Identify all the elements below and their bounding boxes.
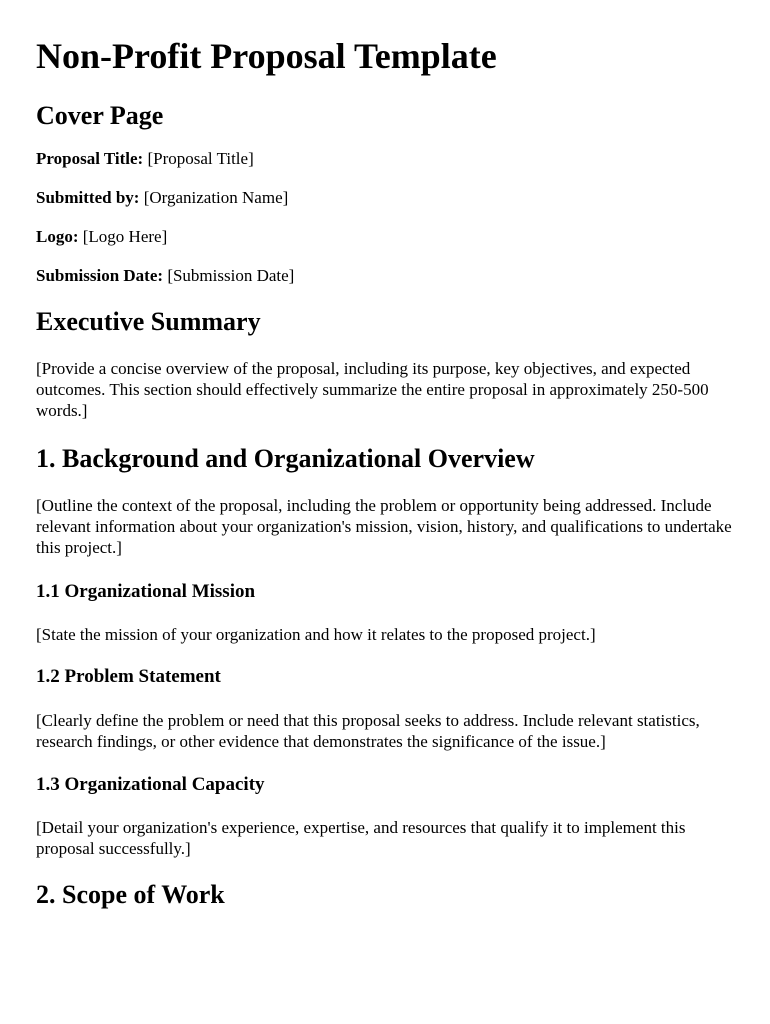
document-title: Non-Profit Proposal Template — [36, 36, 497, 76]
field-value: [Proposal Title] — [147, 149, 254, 168]
field-label: Proposal Title: — [36, 149, 144, 168]
capacity-heading: 1.3 Organizational Capacity — [36, 774, 265, 795]
field-value: [Organization Name] — [143, 188, 289, 207]
problem-statement-body: [Clearly define the problem or need that this proposal seeks to address. Include relevant statistics, research findings, or other evidence that demonstrates the significance of the issue.] — [36, 711, 700, 751]
mission-body: [State the mission of your organization and how it relates to the proposed project.] — [36, 625, 596, 644]
scope-of-work-heading: 2. Scope of Work — [36, 880, 225, 909]
problem-statement-heading: 1.2 Problem Statement — [36, 666, 221, 687]
cover-page-heading: Cover Page — [36, 101, 164, 130]
field-value: [Logo Here] — [82, 227, 168, 246]
cover-field-submission-date — [36, 265, 734, 286]
field-label: Submitted by: — [36, 188, 140, 207]
field-value: [Submission Date] — [167, 266, 295, 285]
field-label: Logo: — [36, 227, 79, 246]
cover-field-logo — [36, 226, 734, 247]
executive-summary-body: [Provide a concise overview of the proposal, including its purpose, key objectives, and expected outcomes. This section should effectively summarize the entire proposal in approximately 250-500 words.] — [36, 359, 709, 420]
background-heading: 1. Background and Organizational Overview — [36, 444, 535, 473]
background-body: [Outline the context of the proposal, including the problem or opportunity being addressed. Include relevant information about your organization's mission, vision, history, and qualifications to undertake this project.] — [36, 496, 732, 557]
cover-field-proposal-title — [36, 148, 734, 169]
cover-field-submitted-by — [36, 187, 734, 208]
executive-summary-heading: Executive Summary — [36, 307, 261, 336]
mission-heading: 1.1 Organizational Mission — [36, 581, 256, 602]
field-label: Submission Date: — [36, 266, 164, 285]
capacity-body: [Detail your organization's experience, expertise, and resources that qualify it to implement this proposal successfully.] — [36, 818, 686, 858]
